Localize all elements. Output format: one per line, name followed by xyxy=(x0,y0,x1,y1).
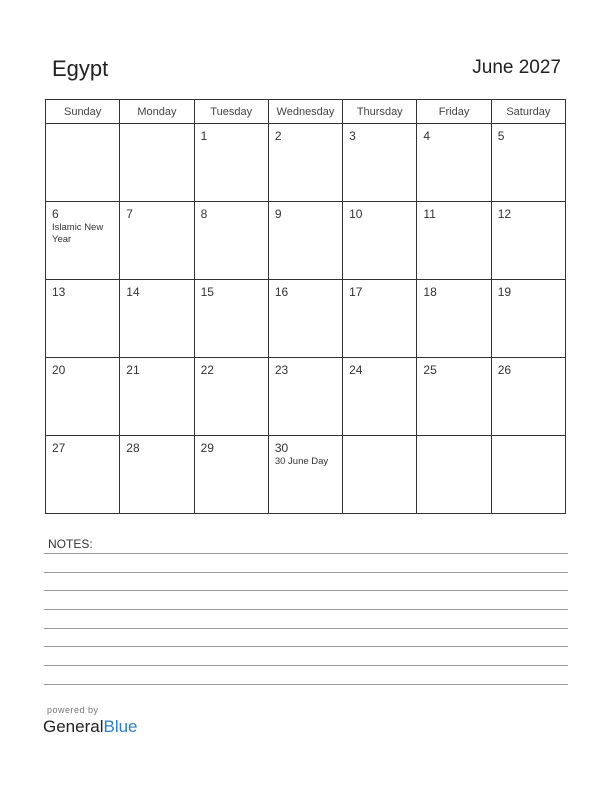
calendar-day-cell xyxy=(46,124,120,202)
calendar-week-row xyxy=(46,358,566,436)
calendar-day-cell xyxy=(194,358,268,436)
day-number: 5 xyxy=(497,129,505,143)
brand-part-general: General xyxy=(43,717,104,736)
day-cell-content xyxy=(492,280,565,299)
note-line xyxy=(44,665,568,666)
day-number: 24 xyxy=(349,363,363,377)
day-cell-content xyxy=(492,436,565,441)
day-number: 4 xyxy=(423,129,431,143)
calendar-day-cell xyxy=(46,436,120,514)
brand-part-blue: Blue xyxy=(103,717,138,736)
day-cell-content xyxy=(343,358,416,377)
calendar-day-cell xyxy=(491,202,565,280)
day-number: 25 xyxy=(423,363,437,377)
calendar-week-row xyxy=(46,436,566,514)
generalblue-logo xyxy=(43,717,138,737)
calendar-day-cell xyxy=(268,436,342,514)
day-cell-content xyxy=(269,358,342,377)
day-number: 12 xyxy=(497,207,512,221)
day-cell-content xyxy=(492,124,565,143)
day-number: 20 xyxy=(52,363,66,377)
day-cell-content xyxy=(195,202,268,221)
day-cell-content xyxy=(120,280,193,299)
day-cell-content xyxy=(46,280,119,299)
day-cell-content xyxy=(269,436,342,468)
calendar-grid xyxy=(45,99,566,514)
day-cell-content xyxy=(343,202,416,221)
day-cell-content xyxy=(417,436,490,441)
weekday-wednesday: Wednesday xyxy=(268,100,342,124)
calendar-day-cell xyxy=(46,358,120,436)
month-year-title: June 2027 xyxy=(472,57,561,78)
calendar-day-cell xyxy=(417,358,491,436)
day-cell-content xyxy=(269,280,342,299)
calendar-day-cell xyxy=(491,280,565,358)
note-line xyxy=(44,553,568,554)
weekday-sunday: Sunday xyxy=(46,100,120,124)
day-cell-content xyxy=(46,124,119,129)
day-number: 2 xyxy=(274,129,282,143)
calendar-day-cell xyxy=(343,202,417,280)
day-number: 1 xyxy=(200,129,208,143)
calendar-day-cell xyxy=(343,124,417,202)
day-number: 7 xyxy=(126,207,133,221)
weekday-tuesday: Tuesday xyxy=(194,100,268,124)
day-cell-content xyxy=(417,280,490,299)
day-cell-content xyxy=(195,436,268,455)
day-cell-content xyxy=(492,358,565,377)
day-cell-content xyxy=(269,202,342,221)
notes-label: NOTES: xyxy=(48,537,93,551)
day-cell-content xyxy=(417,124,490,143)
weekday-thursday: Thursday xyxy=(343,100,417,124)
calendar-day-cell xyxy=(46,280,120,358)
day-cell-content xyxy=(120,436,193,455)
day-cell-content xyxy=(269,124,342,143)
day-cell-content xyxy=(46,436,119,455)
day-number: 8 xyxy=(200,207,208,221)
calendar-day-cell xyxy=(491,358,565,436)
day-cell-content xyxy=(195,280,268,299)
day-cell-content xyxy=(417,358,490,377)
day-cell-content xyxy=(46,358,119,377)
day-cell-content xyxy=(492,202,565,221)
calendar-week-row xyxy=(46,202,566,280)
day-number: 10 xyxy=(349,207,363,221)
calendar-day-cell xyxy=(417,124,491,202)
calendar-day-cell xyxy=(120,280,194,358)
calendar-day-cell xyxy=(120,202,194,280)
day-number: 6 xyxy=(52,207,59,221)
calendar-week-row xyxy=(46,124,566,202)
calendar-day-cell xyxy=(343,280,417,358)
country-title: Egypt xyxy=(52,56,109,81)
note-line xyxy=(44,572,568,573)
calendar-day-cell xyxy=(268,202,342,280)
calendar-day-cell xyxy=(120,124,194,202)
day-number: 17 xyxy=(349,285,363,299)
calendar-week-row xyxy=(46,280,566,358)
day-number: 28 xyxy=(126,441,140,455)
weekday-saturday: Saturday xyxy=(491,100,565,124)
day-cell-content xyxy=(343,436,416,441)
day-number: 27 xyxy=(52,441,66,455)
calendar-day-cell xyxy=(194,436,268,514)
day-cell-content xyxy=(46,202,119,246)
day-cell-content xyxy=(343,124,416,143)
calendar-day-cell xyxy=(491,124,565,202)
calendar-day-cell xyxy=(268,124,342,202)
calendar-day-cell xyxy=(120,358,194,436)
day-cell-content xyxy=(417,202,490,221)
calendar-day-cell xyxy=(46,202,120,280)
day-number: 22 xyxy=(200,363,214,377)
calendar-day-cell xyxy=(417,280,491,358)
day-number: 21 xyxy=(126,363,140,377)
day-cell-content xyxy=(120,202,193,221)
day-number: 23 xyxy=(274,363,289,377)
holiday-label: 30 June Day xyxy=(274,456,329,467)
day-cell-content xyxy=(195,358,268,377)
calendar-day-cell xyxy=(343,358,417,436)
day-cell-content xyxy=(195,124,268,143)
calendar-day-cell xyxy=(417,436,491,514)
powered-by-text: powered by xyxy=(47,705,99,715)
weekday-monday: Monday xyxy=(120,100,194,124)
calendar-day-cell xyxy=(120,436,194,514)
calendar-day-cell xyxy=(417,202,491,280)
calendar-day-cell xyxy=(343,436,417,514)
day-number: 14 xyxy=(126,285,140,299)
day-number: 13 xyxy=(52,285,66,299)
weekday-friday: Friday xyxy=(417,100,491,124)
day-number: 29 xyxy=(200,441,214,455)
day-number: 18 xyxy=(423,285,437,299)
note-line xyxy=(44,628,568,629)
weekday-header-row xyxy=(46,100,566,124)
day-number: 9 xyxy=(274,207,282,221)
calendar-day-cell xyxy=(268,358,342,436)
day-cell-content xyxy=(120,358,193,377)
calendar-day-cell xyxy=(194,124,268,202)
day-cell-content xyxy=(120,124,193,129)
day-number: 16 xyxy=(274,285,289,299)
day-number: 11 xyxy=(423,207,436,221)
calendar-day-cell xyxy=(491,436,565,514)
day-number: 19 xyxy=(497,285,512,299)
holiday-label: Islamic New Year xyxy=(52,222,104,245)
day-number: 3 xyxy=(349,129,356,143)
day-number: 26 xyxy=(497,363,512,377)
calendar-day-cell xyxy=(194,280,268,358)
day-number: 15 xyxy=(200,285,214,299)
note-line xyxy=(44,684,568,685)
day-number: 30 xyxy=(274,441,289,455)
calendar-day-cell xyxy=(268,280,342,358)
note-line xyxy=(44,646,568,647)
day-cell-content xyxy=(343,280,416,299)
note-line xyxy=(44,590,568,591)
note-line xyxy=(44,609,568,610)
calendar-day-cell xyxy=(194,202,268,280)
